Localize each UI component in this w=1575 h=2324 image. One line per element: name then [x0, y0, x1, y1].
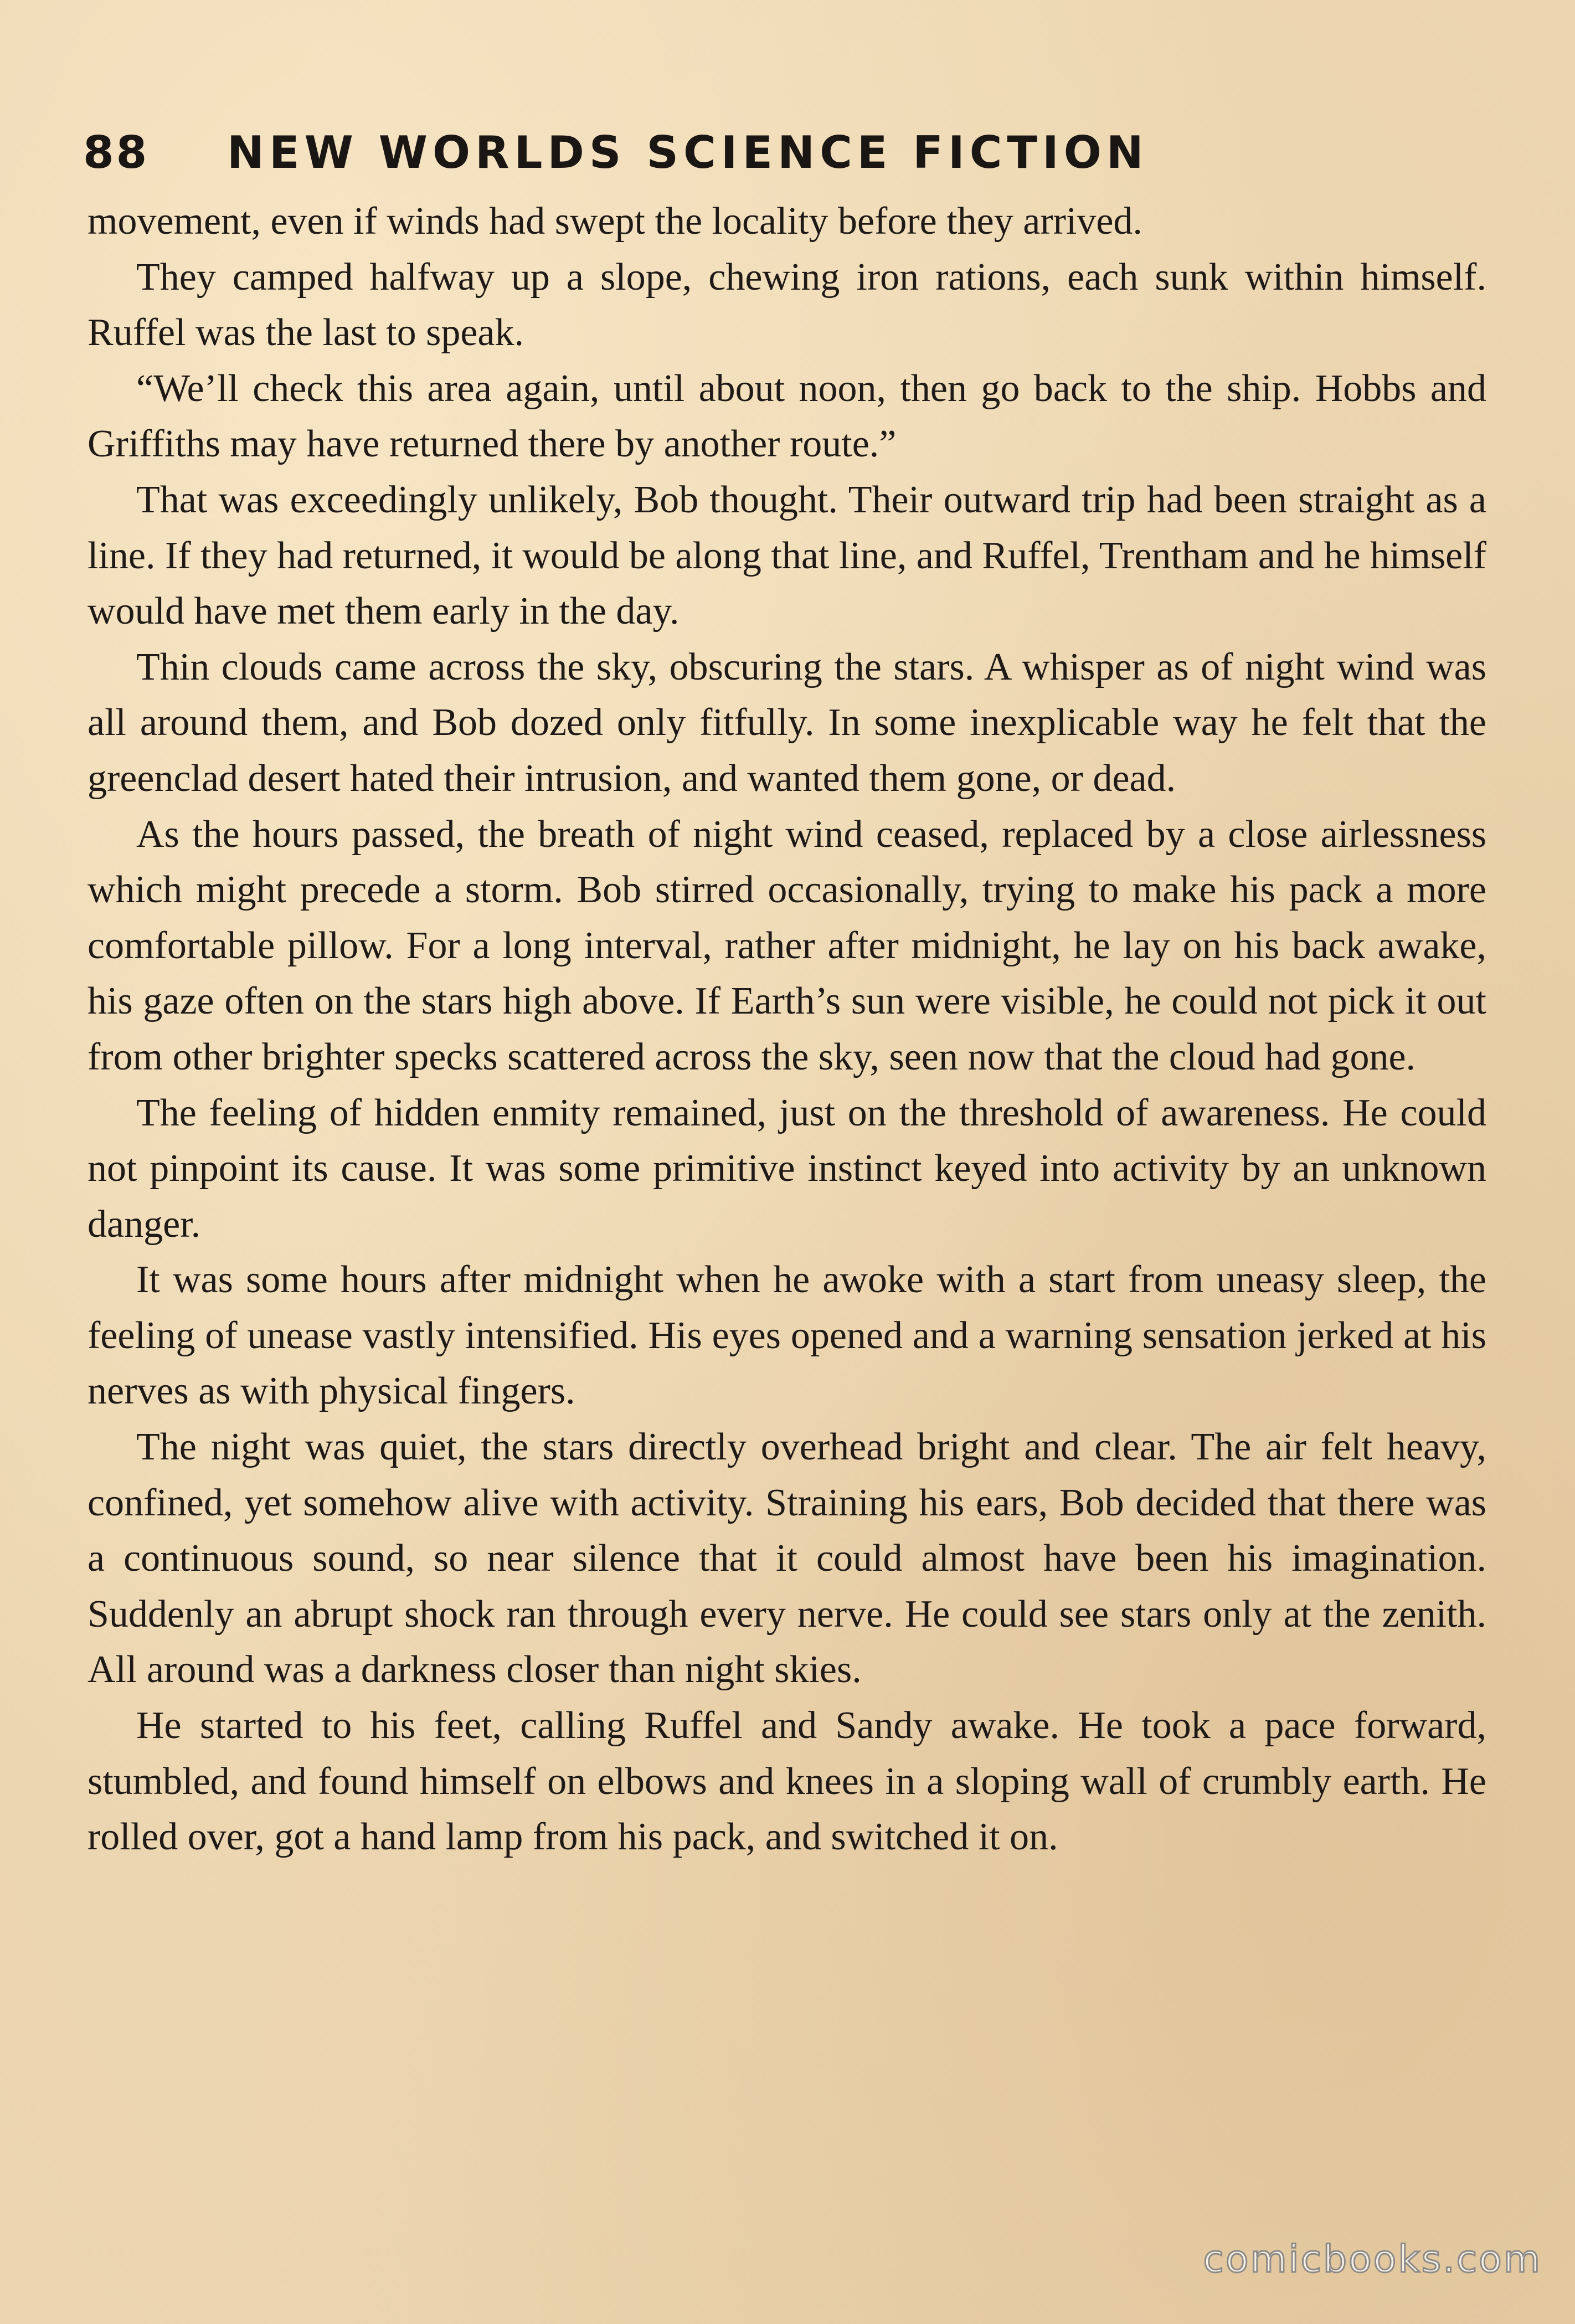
paragraph: The feeling of hidden enmity remained, just on the threshold of awareness. He could not pinpoint its cause. It was some primitive instinct keyed into activity by an unknown danger. — [87, 1091, 1486, 1246]
watermark-text: comicbooks.com — [1203, 2238, 1542, 2281]
body-text — [87, 194, 1486, 1865]
paragraph: As the hours passed, the breath of night wind ceased, replaced by a close airlessness which might precede a storm. Bob stirred occasionally, trying to make his pack a more comfortable pillow. For a long interval, rather after midnight, he lay on his back awake, his gaze often on the stars high above. If Earth’s sun were visible, he could not pick it out from other brighter specks scattered across the sky, seen now that the cloud had gone. — [87, 813, 1486, 1078]
paragraph: The night was quiet, the stars directly overhead bright and clear. The air felt heavy, confined, yet somehow alive with activity. Straining his ears, Bob decided that there was a continuous sound, so near silence that it could almost have been his imagination. Suddenly an abrupt shock ran through every nerve. He could see stars only at the zenith. All around was a darkness closer than night skies. — [87, 1426, 1486, 1691]
paragraph: movement, even if winds had swept the locality before they arrived. — [87, 200, 1142, 243]
paragraph: “We’ll check this area again, until about noon, then go back to the ship. Hobbs and Griffiths may have returned there by another route.” — [87, 367, 1486, 466]
paragraph: He started to his feet, calling Ruffel and Sandy awake. He took a pace forward, stumbled, and found himself on elbows and knees in a sloping wall of crumbly earth. He rolled over, got a hand lamp from his pack, and switched it on. — [87, 1704, 1486, 1859]
paragraph: They camped halfway up a slope, chewing iron rations, each sunk within himself. Ruffel was the last to speak. — [87, 255, 1486, 354]
running-title: NEW WORLDS SCIENCE FICTION — [227, 126, 1149, 178]
paragraph: That was exceedingly unlikely, Bob thought. Their outward trip had been straight as a line. If they had returned, it would be along that line, and Ruffel, Trentham and he himself would have met them early in the day. — [87, 478, 1486, 633]
page-header — [83, 119, 1495, 186]
paragraph: Thin clouds came across the sky, obscuring the stars. A whisper as of night wind was all around them, and Bob dozed only fitfully. In some inexplicable way he felt that the greenclad desert hated their intrusion, and wanted them gone, or dead. — [87, 645, 1486, 800]
paragraph: It was some hours after midnight when he awoke with a start from uneasy sleep, the feeling of unease vastly intensified. His eyes opened and a warning sensation jerked at his nerves as with physical fingers. — [87, 1258, 1486, 1413]
page-number: 88 — [83, 126, 150, 178]
